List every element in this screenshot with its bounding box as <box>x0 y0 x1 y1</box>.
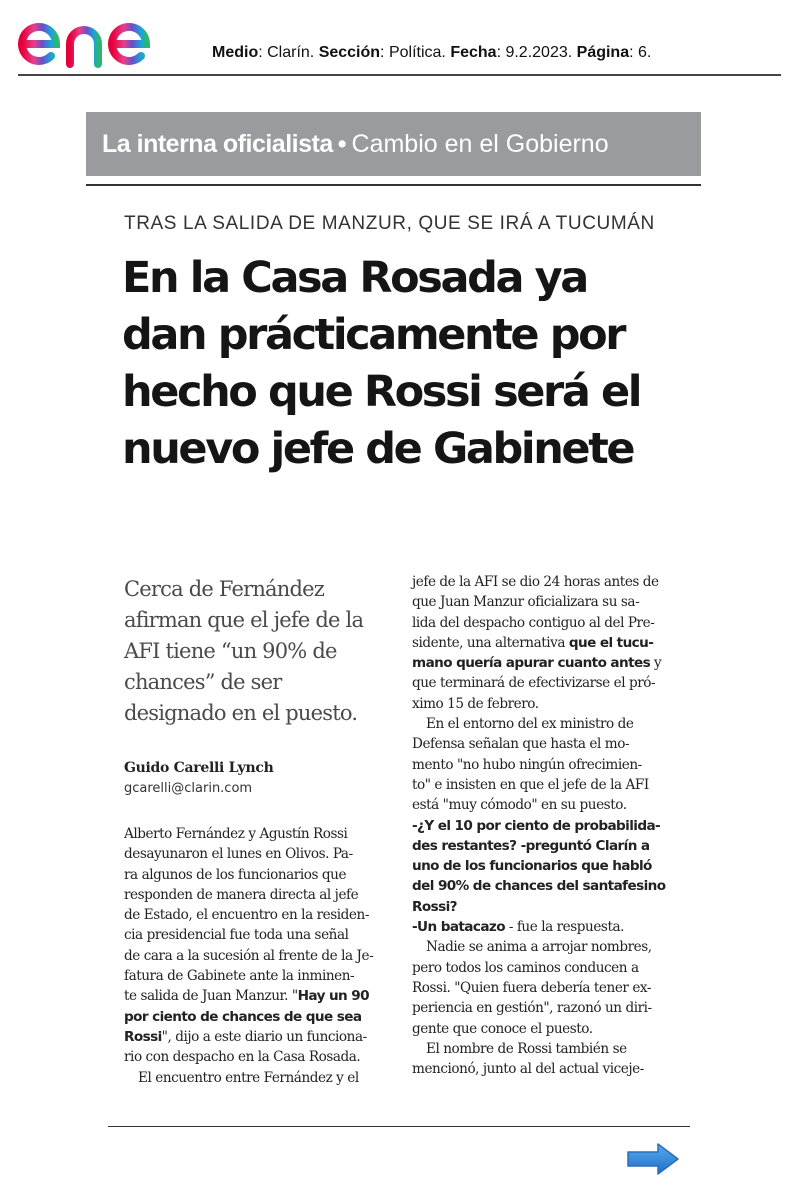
body-text: ", dijo a este diario un funciona- <box>161 1028 367 1045</box>
body-line: En el entorno del ex ministro de <box>426 716 634 733</box>
headline-line: nuevo jefe de Gabinete <box>122 424 634 474</box>
quote-bold: por ciento de chances de que sea <box>124 1008 362 1025</box>
publication-meta: Medio: Clarín. Sección: Política. Fecha: 9.2.2023. Página: 6. <box>212 44 652 61</box>
body-column-left <box>124 824 392 1088</box>
section-title: La interna oficialista <box>102 129 333 158</box>
body-line: lida del despacho contiguo al del Pre- <box>412 614 655 631</box>
body-line: periencia en gestión", razonó un diri- <box>412 1000 652 1017</box>
question-line: -¿Y el 10 por ciento de probabilida- <box>412 817 661 834</box>
question-line: Rossi? <box>412 898 457 915</box>
body-line: mento "no hubo ningún ofrecimien- <box>412 756 642 773</box>
body-line: to" e insisten en que el jefe de la AFI <box>412 776 649 793</box>
body-line: fatura de Gabinete ante la inminen- <box>124 968 355 985</box>
body-line: Defensa señalan que hasta el mo- <box>412 736 630 753</box>
seccion-label: Sección <box>318 44 381 61</box>
highlight-bold: que el tucu- <box>568 634 654 651</box>
body-line: rio con despacho en la Casa Rosada. <box>124 1049 361 1066</box>
body-line: cia presidencial fue toda una señal <box>124 927 349 944</box>
author-name: Guido Carelli Lynch <box>124 760 274 776</box>
body-line <box>124 1027 392 1047</box>
body-line: El encuentro entre Fernández y el <box>138 1069 359 1086</box>
body-line: Rossi. "Quien fuera debería tener ex- <box>412 979 652 996</box>
fecha-value: 9.2.2023. <box>505 44 573 61</box>
body-line: El nombre de Rossi también se <box>426 1040 627 1057</box>
highlight-bold: mano quería apurar cuanto antes <box>412 655 651 672</box>
answer-line <box>412 917 677 937</box>
summary-line: designado en el puesto. <box>124 701 358 725</box>
summary-line: AFI tiene “un 90% de <box>124 639 337 663</box>
body-line: responden de manera directa al jefe <box>124 886 359 903</box>
medio-value: Clarín. <box>267 44 315 61</box>
body-line <box>124 1007 392 1027</box>
article-kicker: TRAS LA SALIDA DE MANZUR, QUE SE IRÁ A TUCUMÁN <box>124 213 655 234</box>
top-divider <box>18 74 781 76</box>
body-line: que Juan Manzur oficializara su sa- <box>412 594 640 611</box>
next-arrow-icon[interactable] <box>626 1142 680 1176</box>
question-line: des restantes? -preguntó Clarín a <box>412 837 650 854</box>
section-bullet: • <box>337 129 347 158</box>
question-line: uno de los funcionarios que habló <box>412 858 652 875</box>
body-line: de Estado, el encuentro en la residen- <box>124 907 369 924</box>
summary-line: chances” de ser <box>124 670 282 694</box>
body-column-right <box>412 572 677 1079</box>
body-line: gente que conoce el puesto. <box>412 1020 593 1037</box>
body-line: ximo 15 de febrero. <box>412 695 539 712</box>
question-line: del 90% de chances del santafesino <box>412 878 666 895</box>
body-line: desayunaron el lunes en Olivos. Pa- <box>124 846 353 863</box>
quote-bold: Hay un 90 <box>297 988 369 1005</box>
answer-bold: -Un batacazo <box>412 919 505 936</box>
headline-line: dan prácticamente por <box>122 310 625 360</box>
section-divider <box>86 184 701 186</box>
enel-logo <box>18 6 183 68</box>
author-email[interactable]: gcarelli@clarin.com <box>124 781 253 796</box>
body-line: jefe de la AFI se dio 24 horas antes de <box>412 574 659 590</box>
body-line: ra algunos de los funcionarios que <box>124 866 347 883</box>
body-line <box>412 633 677 653</box>
body-line: Alberto Fernández y Agustín Rossi <box>124 826 348 842</box>
body-text: y <box>650 655 662 672</box>
body-line: Nadie se anima a arrojar nombres, <box>426 939 652 956</box>
headline-line: hecho que Rossi será el <box>122 367 641 417</box>
section-banner <box>86 112 701 176</box>
body-line: está "muy cómodo" en su puesto. <box>412 797 627 814</box>
body-line: que terminará de efectivizarse el pró- <box>412 675 656 692</box>
body-text: - fue la respuesta. <box>504 919 624 936</box>
body-line <box>124 986 392 1006</box>
headline-line: En la Casa Rosada ya <box>122 253 587 303</box>
article-headline <box>122 250 702 478</box>
bottom-divider <box>108 1126 690 1127</box>
fecha-label: Fecha <box>450 44 497 61</box>
section-subtitle: Cambio en el Gobierno <box>351 129 609 158</box>
pagina-value: 6. <box>638 44 652 61</box>
medio-label: Medio <box>212 44 259 61</box>
body-line: pero todos los caminos conducen a <box>412 959 639 976</box>
body-text: sidente, una alternativa <box>412 634 569 651</box>
body-line: de cara a la sucesión al frente de la Je- <box>124 947 374 964</box>
body-line <box>412 653 677 673</box>
body-text: te salida de Juan Manzur. " <box>124 988 298 1005</box>
body-line: mencionó, junto al del actual viceje- <box>412 1061 644 1078</box>
pagina-label: Página <box>576 44 630 61</box>
summary-line: afirman que el jefe de la <box>124 608 364 632</box>
summary-line: Cerca de Fernández <box>124 577 325 601</box>
article-summary <box>124 574 394 729</box>
quote-bold: Rossi <box>124 1028 162 1045</box>
seccion-value: Política. <box>388 44 446 61</box>
